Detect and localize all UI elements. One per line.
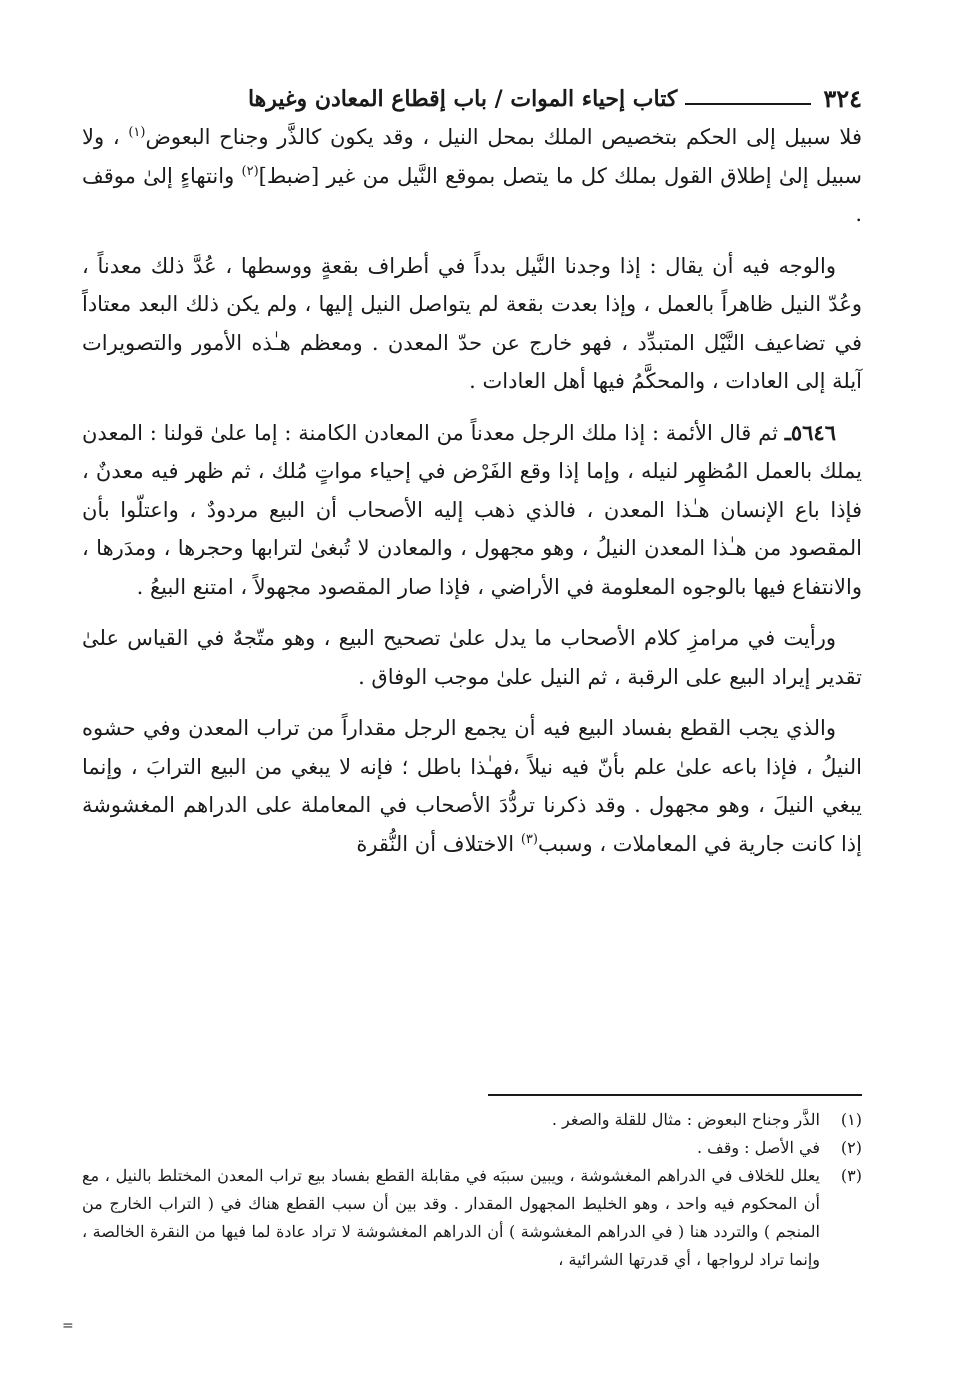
chapter-title: كتاب إحياء الموات / باب إقطاع المعادن وغيرها — [247, 86, 678, 112]
page-number: ٣٢٤ — [823, 84, 862, 113]
footnote-text: في الأصل : وقف . — [696, 1138, 820, 1157]
footnote-rule — [488, 1094, 862, 1096]
paragraph-3 — [82, 414, 862, 607]
header-rule — [685, 103, 811, 105]
paragraph-1 — [82, 118, 862, 234]
footnote-ref-3: (٣) — [520, 831, 538, 847]
paragraph-4: ورأيت في مرامزِ كلام الأصحاب ما يدل علىٰ تصحيح البيع ، وهو متّجهٌ في القياس علىٰ تقدير إيراد البيع على الرقبة ، ثم النيل علىٰ موجب الوفاق . — [82, 626, 862, 689]
issue-number: ٥٦٤٦ـ — [784, 419, 836, 445]
running-header — [82, 78, 862, 114]
footnote-text: الذَّر وجناح البعوض : مثال للقلة والصغر . — [551, 1110, 820, 1129]
text-segment: الاختلاف أن النُّقرة — [356, 831, 521, 856]
book-page — [82, 78, 862, 1368]
text-segment: فلا سبيل إلى الحكم بتخصيص الملك بمحل النيل ، وقد يكون كالذَّر وجناح البعوض — [145, 125, 862, 149]
footnote-ref-2: (٢) — [241, 163, 259, 179]
text-segment: ، ولا سبيل إلىٰ إطلاق القول بملك كل ما يتصل بموقع النَّيل من غير [ضبط] — [82, 125, 862, 188]
footnote-number: (١) — [840, 1110, 862, 1129]
footnotes — [82, 1094, 862, 1274]
footnote-number: (٣) — [840, 1166, 862, 1185]
footnote-text: يعلل للخلاف في الدراهم المغشوشة ، ويبين سببَه في مقابلة القطع بفساد بيع تراب المعدن المختلط بالنيل ، مع أن المحكوم فيه واحد ، وهو الخليط المجهول المقدار . وقد بين أن سبب القطع هناك في ( التراب الخارج من المنجم ) والتردد هنا ( في الدراهم المغشوشة ) أن الدراهم المغشوشة لا تراد عادة لما فيها من النقرة الخالصة ، وإنما تراد لرواجها ، أي قدرتها الشرائية ، — [82, 1166, 820, 1269]
paragraph-5 — [82, 709, 862, 863]
footnote-3 — [82, 1162, 862, 1274]
footnote-1 — [82, 1106, 862, 1134]
text-segment: وانتهاءٍ إلىٰ موقف . — [82, 163, 862, 226]
footnote-number: (٢) — [840, 1138, 862, 1157]
continuation-mark: = — [62, 1318, 74, 1334]
paragraph-2: والوجه فيه أن يقال : إذا وجدنا النَّيل بدداً في أطراف بقعةٍ ووسطها ، عُدَّ ذلك معدناً ، وعُدّ النيل ظاهراً بالعمل ، وإذا بعدت بقعة لم يتواصل النيل إليها ، ولم يكن ذلك البعد معتاداً في تضاعيف النَّيْل المتبدِّد ، فهو خارج عن حدّ المعدن . ومعظم هـٰذه الأمور والتصويرات آيلة إلى العادات ، والمحكَّمُ فيها أهل العادات . — [82, 253, 862, 393]
text-segment: ثم قال الأئمة : إذا ملك الرجل معدناً من المعادن الكامنة : إما علىٰ قولنا : المعدن يملك بالعمل المُظهِر لنيله ، وإما إذا وقع الفَرْض في إحياء مواتٍ مُلك ، ثم ظهر فيه معدنٌ ، فإذا باع الإنسان هـٰذا المعدن ، فالذي ذهب إليه الأصحاب أن البيع مردودٌ ، واعتلّوا بأن المقصود من هـٰذا المعدن النيلُ ، وهو مجهول ، والمعادن لا تُبغىٰ لترابها وحجرها ، ومدَرها ، والانتفاع فيها بالوجوه المعلومة في الأراضي ، فإذا صار المقصود مجهولاً ، امتنع البيعُ . — [82, 420, 862, 599]
text-segment: والذي يجب القطع بفساد البيع فيه أن يجمع الرجل مقداراً من تراب المعدن وفي حشوه النيلُ ، فإذا باعه علىٰ علم بأنّ فيه نيلاً ،فهـٰذا باطل ؛ فإنه لا يبغي من البيع الترابَ ، وإنما يبغي النيلَ ، وهو مجهول . وقد ذكرنا تردُّدَ الأصحاب في المعاملة على الدراهم المغشوشة إذا كانت جارية في المعاملات ، وسبب — [82, 716, 862, 856]
main-text — [82, 118, 862, 863]
footnote-ref-1: (١) — [128, 125, 146, 140]
footnote-2 — [82, 1134, 862, 1162]
